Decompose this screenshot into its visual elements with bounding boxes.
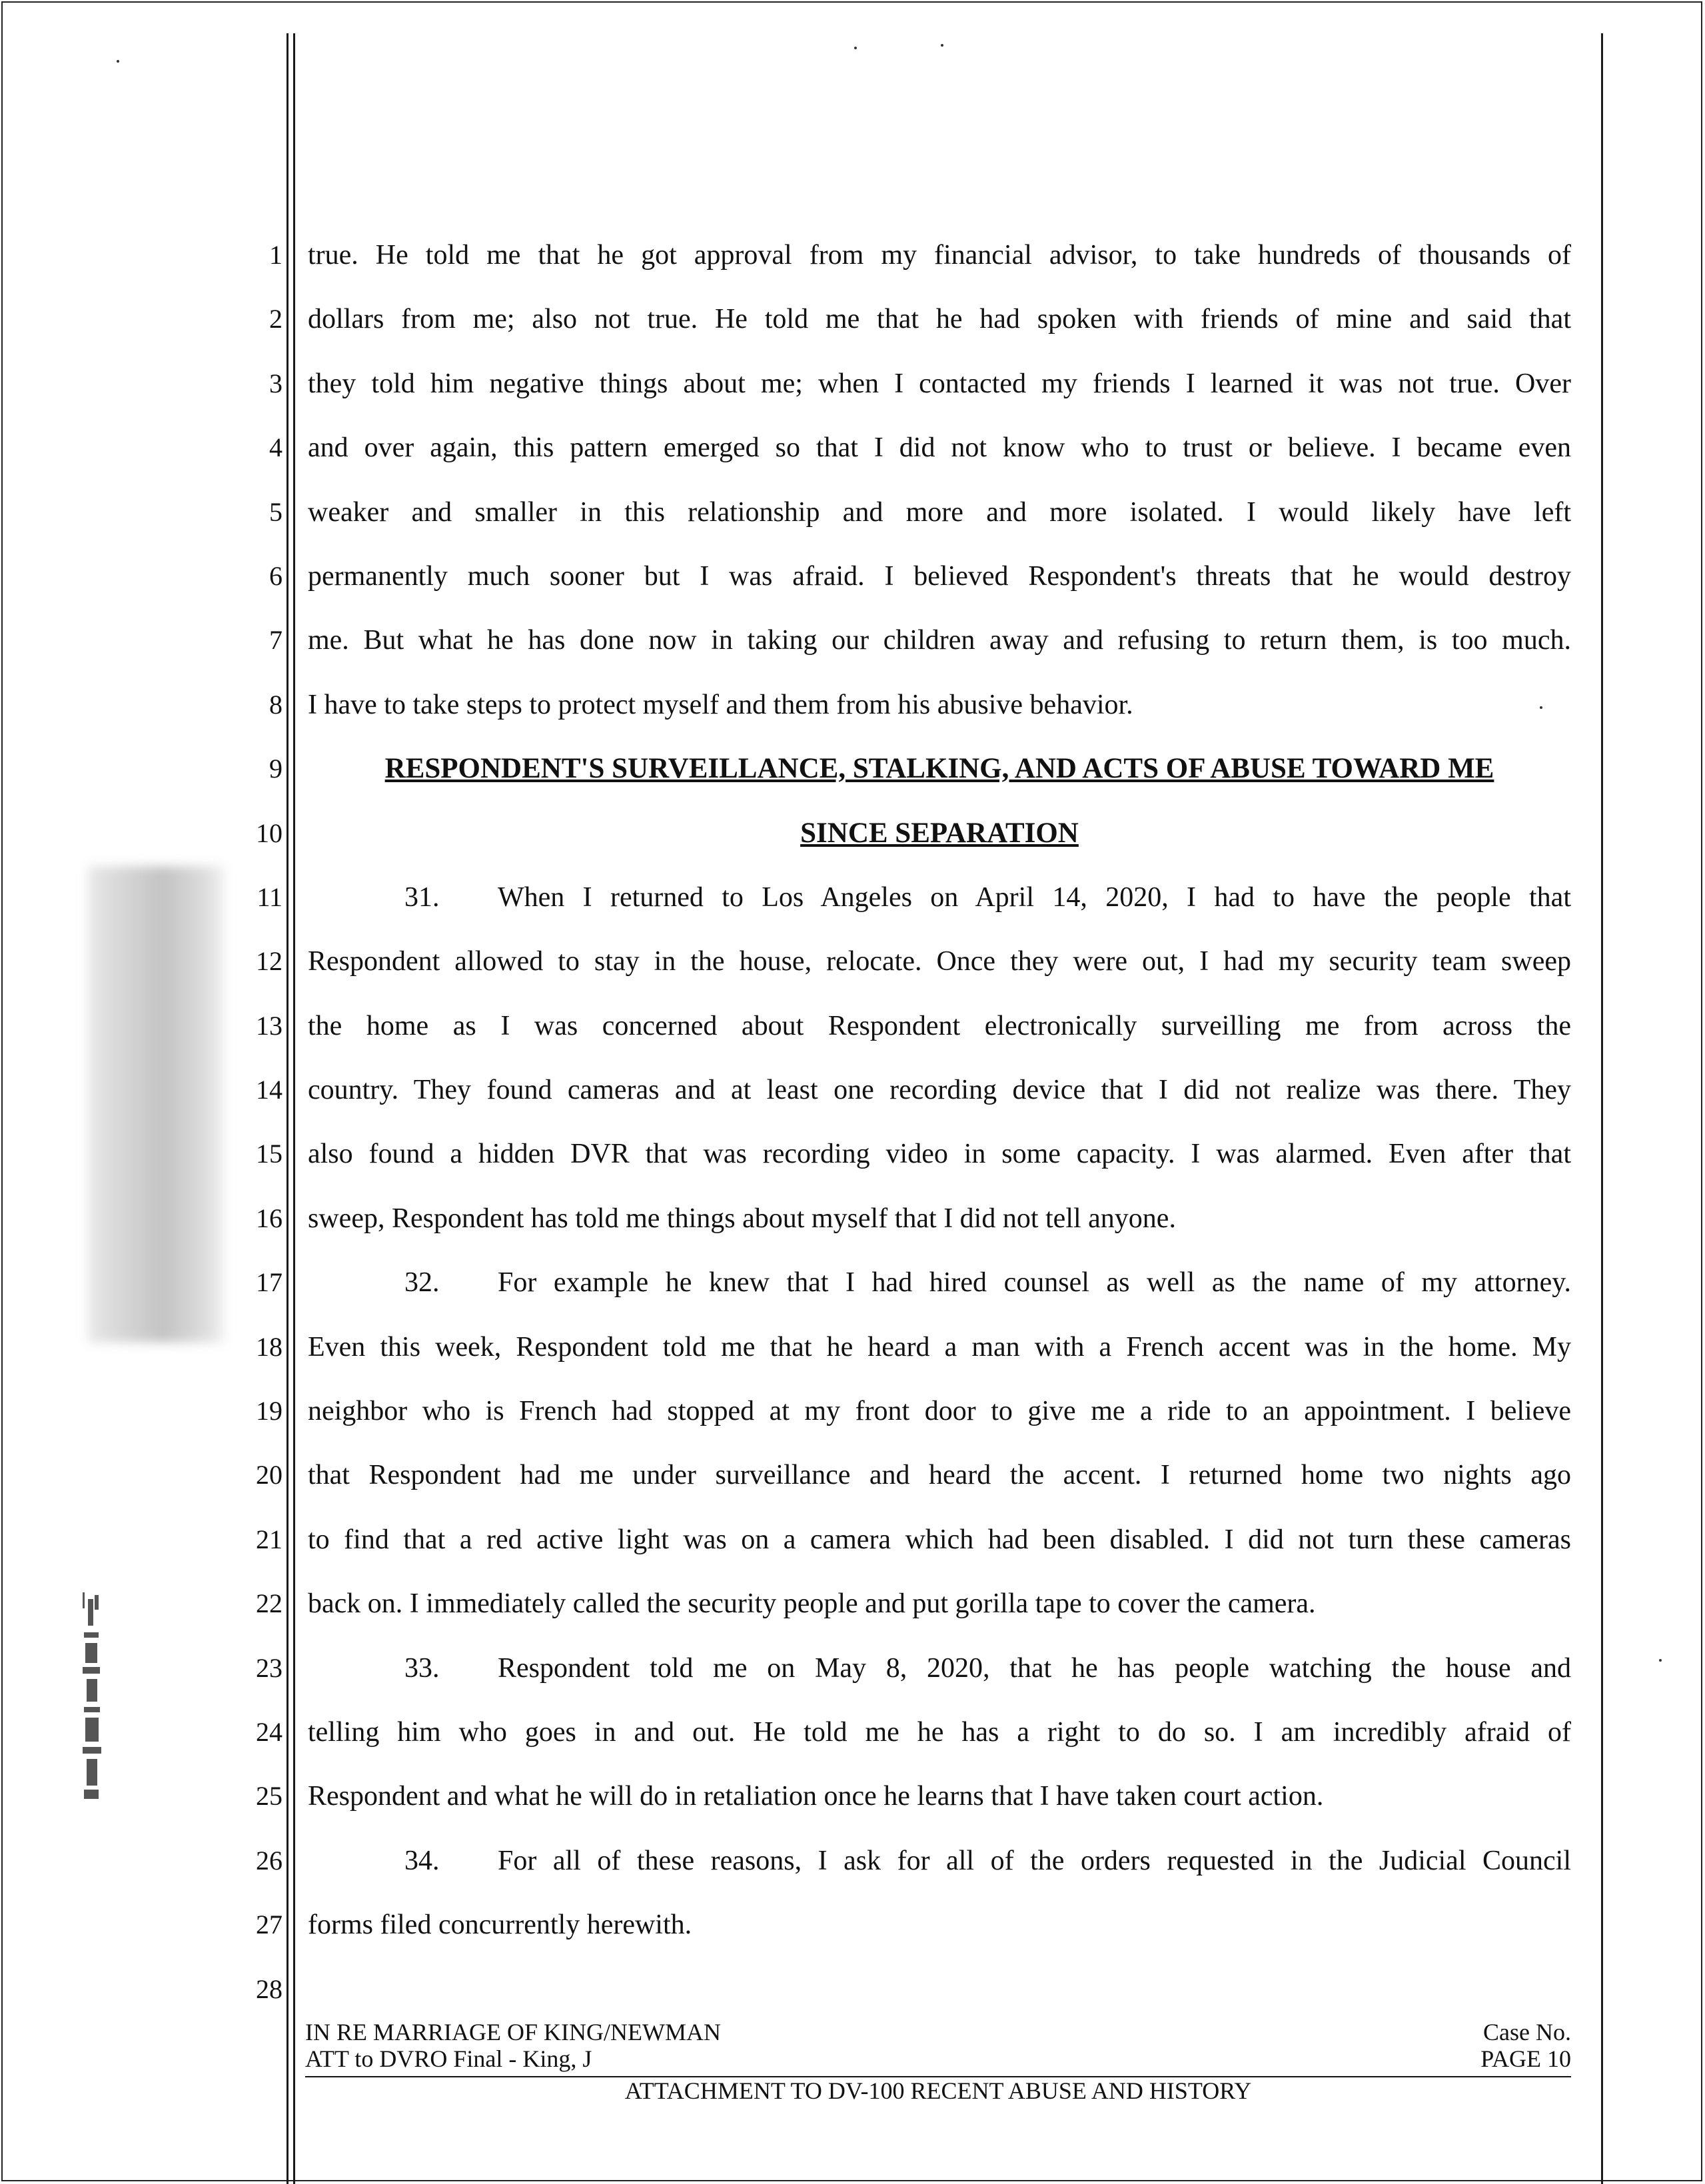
line-number: 9 [269, 754, 283, 784]
line-number: 4 [269, 432, 283, 463]
line-number: 1 [269, 240, 283, 270]
paragraph-first-line [308, 865, 1571, 929]
line-number: 26 [256, 1845, 283, 1876]
line-number: 6 [269, 560, 283, 591]
paragraph-number: 34. [404, 1845, 440, 1876]
text-line: weaker and smaller in this relationship and more and more isolated. I would likely have left [308, 496, 1571, 528]
text-line: dollars from me; also not true. He told me that he had spoken with friends of mine and said that [308, 304, 1571, 335]
text-line: me. But what he has done now in taking our children away and refusing to return them, is too much. [308, 625, 1571, 656]
line-number: 24 [256, 1716, 283, 1747]
redacted-area [88, 866, 225, 1343]
text-line: telling him who goes in and out. He told me he has a right to do so. I am incredibly afraid of [308, 1716, 1571, 1748]
left-margin-rule-inner [293, 33, 295, 2184]
line-number: 12 [256, 946, 283, 977]
page-number: PAGE 10 [1480, 2045, 1571, 2072]
line-number: 15 [256, 1139, 283, 1169]
line-number: 16 [256, 1203, 283, 1233]
paragraph-first-line [308, 1829, 1571, 1893]
case-title: IN RE MARRIAGE OF KING/NEWMAN [305, 2019, 721, 2045]
line-number: 20 [256, 1460, 283, 1490]
text-line: Even this week, Respondent told me that he heard a man with a French accent was in the home. My [308, 1331, 1571, 1363]
line-number: 21 [256, 1524, 283, 1554]
text-line: that Respondent had me under surveillance and heard the accent. I returned home two nights ago [308, 1460, 1571, 1491]
right-margin-rule [1601, 33, 1603, 2184]
line-number: 13 [256, 1010, 283, 1041]
text-line: forms filed concurrently herewith. [308, 1910, 692, 1941]
line-number: 8 [269, 689, 283, 720]
text-line: true. He told me that he got approval from my financial advisor, to take hundreds of thousands of [308, 240, 1571, 271]
section-heading-line2: SINCE SEPARATION [800, 817, 1079, 849]
text-line: Respondent and what he will do in retaliation once he learns that I have taken court action. [308, 1781, 1324, 1812]
left-margin-rule-outer [286, 33, 288, 2184]
text-line: and over again, this pattern emerged so that I did not know who to trust or believe. I became even [308, 432, 1571, 464]
line-number: 25 [256, 1781, 283, 1812]
line-number: 2 [269, 304, 283, 334]
line-number: 10 [256, 818, 283, 848]
declaration-body [308, 223, 1571, 1957]
line-number: 19 [256, 1396, 283, 1426]
paragraph-text: When I returned to Los Angeles on April 14, 2020, I had to have the people that [498, 881, 1571, 913]
case-number-label: Case No. [1483, 2019, 1571, 2045]
scan-speck [941, 44, 943, 47]
paragraph-number: 33. [404, 1652, 440, 1684]
scan-speck [117, 60, 119, 63]
text-line: the home as I was concerned about Respondent electronically surveilling me from across the [308, 1010, 1571, 1041]
paragraph-text: Respondent told me on May 8, 2020, that he has people watching the house and [498, 1652, 1571, 1684]
filing-stamp [75, 1589, 109, 1809]
paragraph-number: 32. [404, 1267, 440, 1299]
paragraph-text: For example he knew that I had hired counsel as well as the name of my attorney. [498, 1267, 1571, 1299]
footer-row-1 [305, 2019, 1571, 2045]
line-number: 3 [269, 368, 283, 398]
document-name: ATT to DVRO Final - King, J [305, 2045, 592, 2072]
line-number: 27 [256, 1910, 283, 1940]
text-line: to find that a red active light was on a camera which had been disabled. I did not turn these cameras [308, 1524, 1571, 1555]
line-number: 7 [269, 625, 283, 656]
scan-speck [1659, 1659, 1662, 1662]
line-number: 28 [256, 1973, 283, 2004]
scan-speck [854, 47, 857, 49]
text-line: I have to take steps to protect myself and them from his abusive behavior. [308, 689, 1133, 720]
line-number: 22 [256, 1588, 283, 1619]
text-line: sweep, Respondent has told me things about myself that I did not tell anyone. [308, 1203, 1176, 1234]
line-number: 14 [256, 1075, 283, 1105]
paragraph-first-line [308, 1636, 1571, 1700]
line-number: 23 [256, 1652, 283, 1683]
attachment-title: ATTACHMENT TO DV-100 RECENT ABUSE AND HISTORY [624, 2077, 1252, 2104]
line-numbers [227, 223, 283, 2021]
text-line: also found a hidden DVR that was recording video in some capacity. I was alarmed. Even after that [308, 1139, 1571, 1170]
footer-row-2 [305, 2045, 1571, 2072]
line-number: 17 [256, 1267, 283, 1298]
page-footer [305, 2019, 1571, 2104]
line-number: 11 [257, 881, 283, 912]
line-number: 18 [256, 1331, 283, 1362]
text-line: back on. I immediately called the security people and put gorilla tape to cover the camera. [308, 1588, 1316, 1620]
text-line: neighbor who is French had stopped at my front door to give me a ride to an appointment. I believe [308, 1396, 1571, 1427]
paragraph-first-line [308, 1251, 1571, 1315]
text-line: Respondent allowed to stay in the house, relocate. Once they were out, I had my security team sweep [308, 946, 1571, 977]
paragraph-number: 31. [404, 881, 440, 913]
text-line: country. They found cameras and at least one recording device that I did not realize was there. They [308, 1075, 1571, 1106]
text-line: they told him negative things about me; when I contacted my friends I learned it was not true. Over [308, 368, 1571, 399]
line-number: 5 [269, 496, 283, 527]
section-heading: RESPONDENT'S SURVEILLANCE, STALKING, AND ACTS OF ABUSE TOWARD ME [384, 753, 1494, 785]
paragraph-text: For all of these reasons, I ask for all of the orders requested in the Judicial Council [498, 1845, 1571, 1876]
text-line: permanently much sooner but I was afraid. I believed Respondent's threats that he would destroy [308, 560, 1571, 592]
